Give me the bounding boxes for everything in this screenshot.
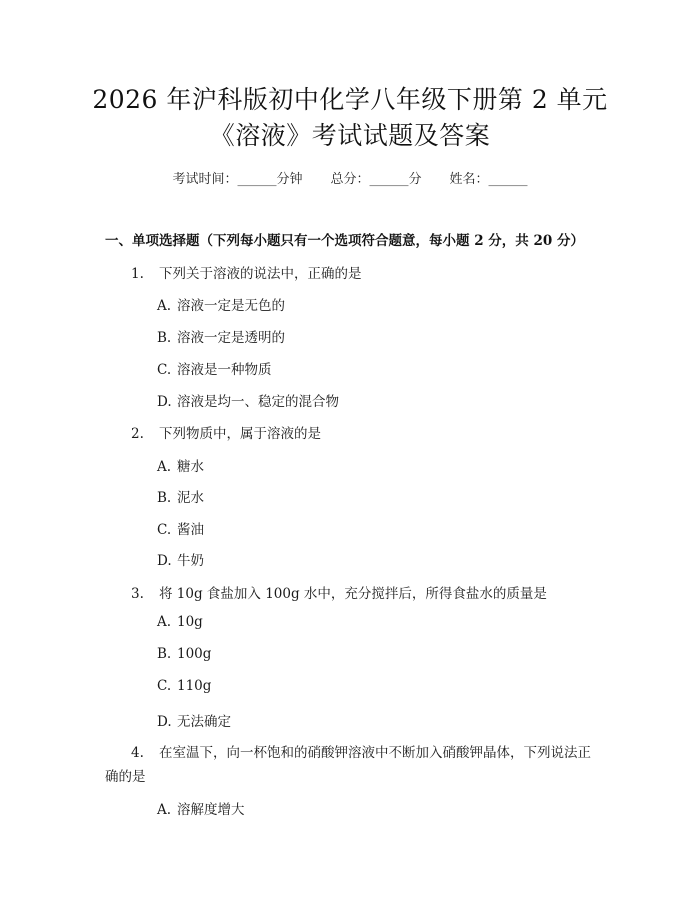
question-text: 下列关于溶液的说法中，正确的是 bbox=[159, 266, 362, 282]
option-text: 溶液是均一、稳定的混合物 bbox=[177, 394, 339, 410]
question-2-option-c bbox=[157, 518, 204, 538]
question-1-option-c bbox=[157, 358, 272, 378]
question-2-option-b bbox=[157, 486, 204, 506]
document-title-line-1: 2026 年沪科版初中化学八年级下册第 2 单元 bbox=[92, 85, 608, 114]
question-1-option-d bbox=[157, 390, 339, 410]
question-4-line-1 bbox=[131, 741, 591, 761]
question-3-option-a bbox=[157, 614, 203, 630]
question-text: 在室温下，向一杯饱和的硝酸钾溶液中不断加入硝酸钾晶体，下列说法正 bbox=[159, 745, 591, 761]
option-text: 110g bbox=[177, 678, 212, 694]
option-letter: D. bbox=[157, 553, 172, 569]
option-letter: A. bbox=[157, 614, 172, 630]
option-letter: C. bbox=[157, 678, 172, 694]
question-number: 2. bbox=[131, 426, 144, 442]
question-text: 将 10g 食盐加入 100g 水中，充分搅拌后，所得食盐水的质量是 bbox=[159, 586, 547, 602]
exam-meta-info bbox=[0, 168, 700, 187]
option-letter: D. bbox=[157, 714, 172, 730]
option-text: 100g bbox=[177, 646, 212, 662]
option-letter: C. bbox=[157, 522, 172, 538]
option-text: 溶液是一种物质 bbox=[177, 362, 272, 378]
question-2-option-a bbox=[157, 455, 204, 475]
option-text: 泥水 bbox=[177, 490, 204, 506]
option-letter: B. bbox=[157, 330, 172, 346]
question-3-option-d bbox=[157, 710, 231, 730]
question-3 bbox=[131, 582, 547, 602]
question-3-option-c bbox=[157, 678, 211, 694]
option-letter: B. bbox=[157, 490, 172, 506]
option-letter: A. bbox=[157, 459, 172, 475]
question-4-line-2 bbox=[105, 765, 146, 785]
name-field: 姓名：______ bbox=[449, 172, 528, 187]
option-letter: A. bbox=[157, 802, 172, 818]
question-4-option-a bbox=[157, 798, 245, 818]
option-text: 溶液一定是透明的 bbox=[177, 330, 285, 346]
question-text-continued: 确的是 bbox=[105, 769, 146, 785]
exam-time-field: 考试时间：______分钟 bbox=[172, 172, 303, 187]
question-number: 3. bbox=[131, 586, 144, 602]
option-text: 酱油 bbox=[177, 522, 204, 538]
option-text: 牛奶 bbox=[177, 553, 204, 569]
option-text: 无法确定 bbox=[177, 714, 231, 730]
question-number: 1. bbox=[131, 266, 144, 282]
question-text: 下列物质中，属于溶液的是 bbox=[159, 426, 321, 442]
question-number: 4. bbox=[131, 745, 144, 761]
option-text: 10g bbox=[177, 614, 203, 630]
question-3-option-b bbox=[157, 646, 211, 662]
option-letter: A. bbox=[157, 298, 172, 314]
option-letter: D. bbox=[157, 394, 172, 410]
option-text: 溶液一定是无色的 bbox=[177, 298, 285, 314]
question-1-option-a bbox=[157, 294, 285, 314]
question-2-option-d bbox=[157, 549, 204, 569]
question-2 bbox=[131, 422, 321, 442]
option-text: 糖水 bbox=[177, 459, 204, 475]
option-letter: C. bbox=[157, 362, 172, 378]
question-1 bbox=[131, 262, 362, 282]
option-text: 溶解度增大 bbox=[177, 802, 245, 818]
option-letter: B. bbox=[157, 646, 172, 662]
section-heading-single-choice: 一、单项选择题（下列每小题只有一个选项符合题意，每小题 2 分，共 20 分） bbox=[105, 233, 584, 249]
question-1-option-b bbox=[157, 326, 285, 346]
total-score-field: 总分：______分 bbox=[330, 172, 422, 187]
document-title-line-2: 《溶液》考试试题及答案 bbox=[209, 121, 491, 150]
